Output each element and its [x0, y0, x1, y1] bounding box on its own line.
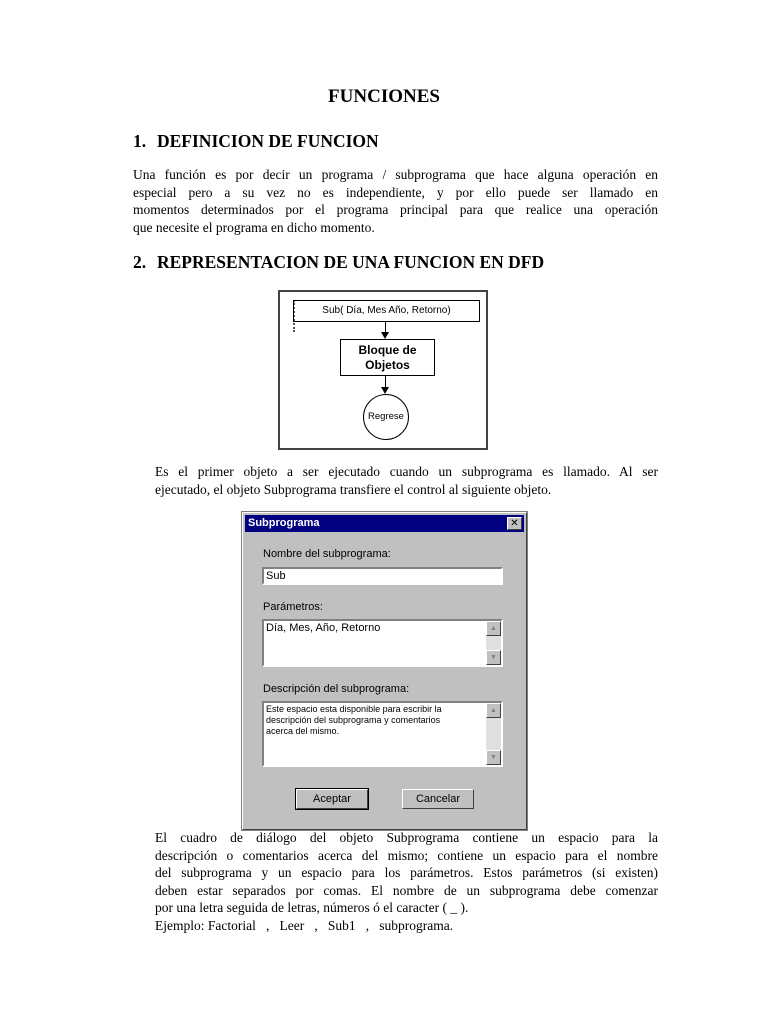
accept-button[interactable]: Aceptar: [296, 789, 368, 809]
paragraph-line: Es el primer objeto a ser ejecutado cuando un subprograma es llamado. Al ser: [155, 464, 658, 479]
description-line: Este espacio esta disponible para escribir la: [266, 704, 442, 714]
section-1-heading: [133, 131, 379, 152]
dfd-block-line-1: Bloque de: [358, 343, 417, 357]
paragraph-line: deben estar separados por comas. El nombre de un subprograma debe comenzar: [155, 882, 658, 898]
dialog-titlebar: [245, 515, 524, 532]
paragraph-line: que necesite el programa en dicho momento.: [133, 219, 375, 235]
dfd-diagram: [278, 290, 488, 450]
dialog-title: Subprograma: [248, 517, 320, 529]
params-label: Parámetros:: [263, 601, 323, 613]
section-2-heading: [133, 252, 544, 273]
section-1-number: 1.: [133, 131, 147, 151]
description-textarea[interactable]: [262, 701, 503, 767]
dfd-object-block: [340, 339, 435, 376]
subprogram-intro-paragraph: [155, 463, 658, 498]
section-1-paragraph: [133, 166, 658, 236]
params-textarea[interactable]: [262, 619, 503, 667]
section-2-title: REPRESENTACION DE UNA FUNCION EN DFD: [157, 252, 545, 272]
paragraph-line: por una letra seguida de letras, números ó el caracter ( _ ).: [155, 900, 469, 915]
description-line: descripción del subprograma y comentarios: [266, 715, 441, 725]
scroll-up-icon[interactable]: ▲: [486, 703, 501, 718]
name-input-value: Sub: [266, 570, 286, 582]
dialog-explanation-paragraph: [155, 829, 658, 934]
section-2-number: 2.: [133, 252, 147, 272]
description-scrollbar[interactable]: [486, 703, 501, 765]
dfd-connector: [385, 376, 386, 387]
params-value: Día, Mes, Año, Retorno: [266, 622, 381, 634]
name-input[interactable]: [262, 567, 503, 585]
description-line: acerca del mismo.: [266, 726, 340, 736]
dfd-return-circle: Regrese: [363, 394, 409, 440]
dfd-arrow: [381, 332, 389, 339]
dfd-sub-box: Sub( Día, Mes Año, Retorno): [293, 300, 480, 322]
section-1-title: DEFINICION DE FUNCION: [157, 131, 379, 151]
scroll-up-icon[interactable]: ▲: [486, 621, 501, 636]
paragraph-line: especial pero a su vez no es independiente, y por ello puede ser llamado en: [133, 184, 658, 200]
scroll-down-icon[interactable]: ▼: [486, 650, 501, 665]
paragraph-line: El cuadro de diálogo del objeto Subprograma contiene un espacio para la: [155, 830, 658, 845]
paragraph-line: ejecutado, el objeto Subprograma transfiere el control al siguiente objeto.: [155, 481, 552, 497]
example-line: Ejemplo: Factorial , Leer , Sub1 , subprograma.: [155, 917, 454, 933]
close-icon: ✕: [510, 518, 519, 529]
subprogram-dialog: [242, 512, 527, 830]
dfd-arrow: [381, 387, 389, 394]
cancel-button[interactable]: Cancelar: [402, 789, 474, 809]
close-button[interactable]: [507, 517, 522, 530]
page-title: FUNCIONES: [328, 86, 440, 107]
dfd-connector: [385, 322, 386, 332]
paragraph-line: momentos determinados por el programa principal para que realice una operación: [133, 202, 658, 217]
paragraph-line: del subprograma y un espacio para los parámetros. Estos parámetros (si existen): [155, 865, 658, 880]
paragraph-line: descripción o comentarios acerca del mismo; contiene un espacio para el nombre: [155, 847, 658, 863]
description-label: Descripción del subprograma:: [263, 683, 410, 695]
scroll-down-icon[interactable]: ▼: [486, 750, 501, 765]
paragraph-line: Una función es por decir un programa / subprograma que hace alguna operación en: [133, 167, 658, 182]
dfd-block-line-2: Objetos: [365, 358, 410, 372]
name-label: Nombre del subprograma:: [263, 548, 391, 560]
params-scrollbar[interactable]: [486, 621, 501, 665]
